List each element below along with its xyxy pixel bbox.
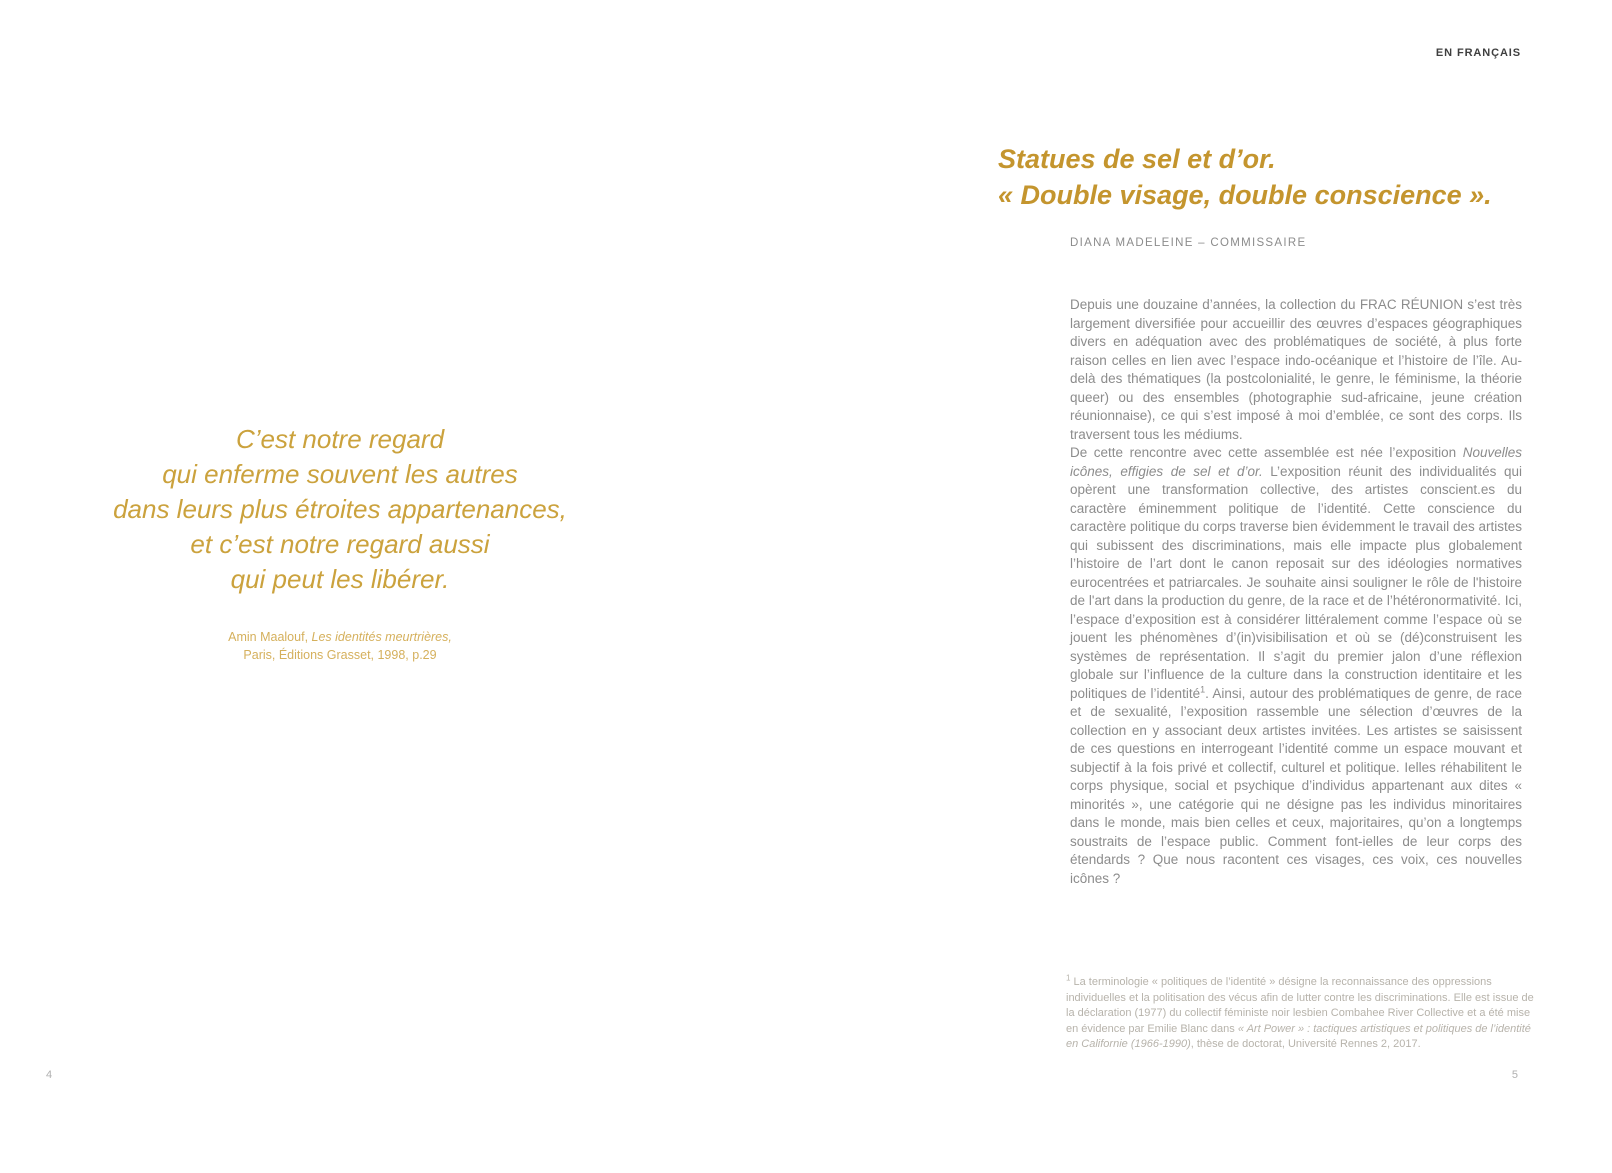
curator-byline: DIANA MADELEINE – COMMISSAIRE [1070, 237, 1307, 249]
quote-attribution-line1 [40, 628, 640, 646]
body-paragraph-1: Depuis une douzaine d’années, la collection du FRAC RÉUNION s’est très largement diversifiée pour accueillir des œuvres d’espaces géographiques divers en adéquation avec des problématiques de société, à plus forte raison celles en lien avec l’espace indo-océanique et l’histoire de l’île. Au-delà des thématiques (la postcolonialité, le genre, le féminisme, la théorie queer) ou des ensembles (photographie sud-africaine, jeune création réunionnaise), ce qui s’est imposé à moi d’emblée, ce sont des corps. Ils traversent tous les médiums. [1070, 297, 1522, 442]
attribution-work-title: Les identités meurtrières, [311, 630, 452, 644]
article-body [1070, 296, 1522, 888]
page-number-right: 5 [1511, 1069, 1518, 1081]
article-title-line1: Statues de sel et d’or. [998, 144, 1276, 174]
quote-attribution [40, 628, 640, 664]
footnote-number: 1 [1066, 973, 1071, 983]
body-paragraph-2-intro: De cette rencontre avec cette assemblée est née l’exposition [1070, 445, 1463, 460]
pull-quote-line: qui enferme souvent les autres [162, 459, 518, 489]
language-tag: EN FRANÇAIS [1435, 47, 1521, 59]
article-title-line2: « Double visage, double conscience ». [998, 180, 1492, 210]
attribution-author: Amin Maalouf, [228, 630, 312, 644]
body-paragraph-2-end: . Ainsi, autour des problématiques de genre, de race et de sexualité, l’exposition rassemble une sélection d’œuvres de la collection en y associant deux artistes invitées. Les artistes se saisissent de ces questions en interrogeant l’identité comme un espace mouvant et subjectif à la fois privé et collectif, culturel et politique. Ielles réhabilitent le corps physique, social et psychique d’individus appartenant aux dites « minorités », une catégorie qui ne désigne pas les individus minoritaires dans le monde, mais bien celles et ceux, majoritaires, qu’on a longtemps soustraits de l’espace public. Comment font-ielles de leur corps des étendards ? Que nous racontent ces visages, ces voix, ces nouvelles icônes ? [1070, 685, 1522, 886]
footnote-work-title: « Art Power » : tactiques artistiques et politiques de l’identité en Californie (1966-1990) [1066, 1022, 1531, 1050]
pull-quote [40, 422, 640, 597]
page-number-left: 4 [46, 1069, 53, 1081]
footnote-text: La terminologie « politiques de l’identité » désigne la reconnaissance des oppressions individuelles et la politisation des vécus afin de lutter contre les discriminations. Elle est issue de la déclaration (1977) du collectif féministe noir lesbien Combahee River Collective et a été mise en évidence par Emilie Blanc dans [1066, 976, 1534, 1035]
footnote-text-end: , thèse de doctorat, Université Rennes 2, 2017. [1190, 1038, 1421, 1050]
exhibition-title-italic: Nouvelles icônes, effigies de sel et d’or. [1070, 445, 1522, 479]
pull-quote-line: et c’est notre regard aussi [190, 529, 490, 559]
pull-quote-line: C’est notre regard [235, 424, 445, 454]
footnote-reference-marker: 1 [1200, 684, 1206, 694]
pull-quote-line: dans leurs plus étroites appartenances, [113, 494, 567, 524]
footnote [1066, 975, 1538, 1053]
body-paragraph-2 [1070, 444, 1522, 888]
quote-attribution-line2: Paris, Éditions Grasset, 1998, p.29 [243, 648, 437, 662]
article-title [998, 141, 1518, 213]
pull-quote-line: qui peut les libérer. [230, 564, 450, 594]
body-paragraph-2-mid: L’exposition réunit des individualités qui opèrent une transformation collective, des artistes conscient.es du caractère éminemment politique de l’identité. Cette conscience du caractère politique du corps traverse bien évidemment le travail des artistes qui subissent des discriminations, mais elle impacte plus globalement l’histoire de l’art dont le canon reposait sur des idéologies normatives eurocentrées et patriarcales. Je souhaite ainsi souligner le rôle de l'histoire de l'art dans la production du genre, de la race et de l’hétéronormativité. Ici, l’espace d’exposition est à considérer littéralement comme l’espace où se jouent les phénomènes d’(in)visibilisation et où se (dé)construisent les systèmes de représentation. Il s’agit du premier jalon d’une réflexion globale sur l’influence de la culture dans la construction identitaire et les politiques de l’identité [1070, 463, 1522, 701]
